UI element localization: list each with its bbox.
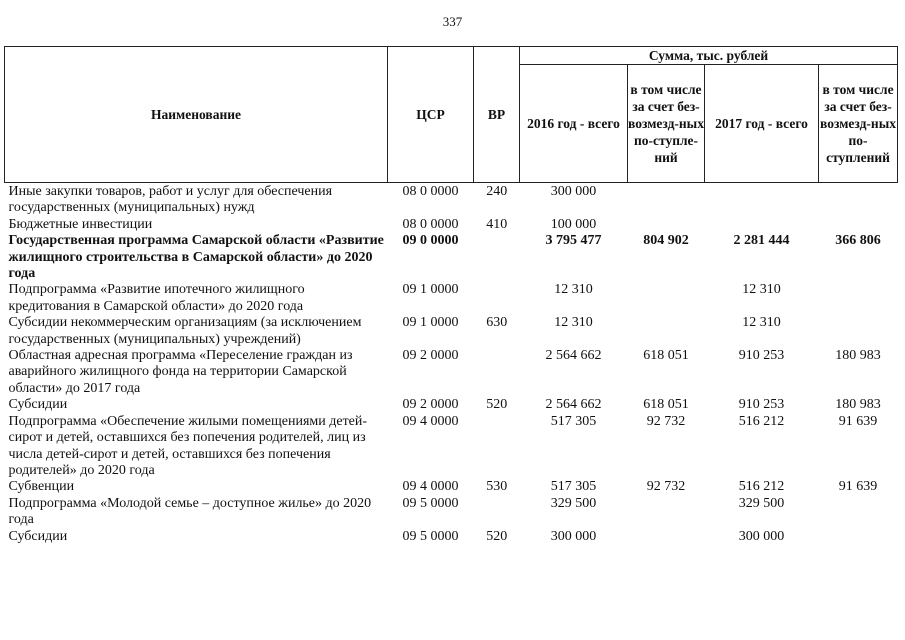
row-vr — [474, 282, 520, 315]
row-name: Подпрограмма «Молодой семье – доступное жилье» до 2020 года — [8, 495, 372, 528]
table-row — [5, 348, 898, 397]
table-row — [5, 479, 898, 495]
row-vr — [474, 233, 520, 282]
row-total-2017: 300 000 — [738, 528, 785, 544]
row-name: Государственная программа Самарской области «Развитие жилищного строительства в Самарской области» до 2020 года — [8, 233, 384, 282]
header-csr: ЦСР — [388, 47, 474, 183]
row-total-2017: 910 253 — [738, 348, 785, 364]
row-name: Субсидии — [8, 397, 68, 413]
row-name: Подпрограмма «Обеспечение жилыми помещениями детей-сирот и детей, оставшихся без попечения родителей, лиц из числа детей-сирот и детей, оставшихся без попечения родителей» до 2020 года — [8, 413, 368, 478]
row-vr: 520 — [486, 397, 508, 413]
row-csr: 09 1 0000 — [402, 282, 459, 298]
row-total-2016: 300 000 — [520, 183, 628, 217]
row-incl-2017 — [819, 282, 898, 315]
row-incl-2017: 366 806 — [835, 233, 881, 249]
row-total-2017: 12 310 — [742, 282, 781, 298]
table-row — [5, 282, 898, 315]
row-vr: 240 — [474, 183, 520, 217]
row-vr — [474, 414, 520, 480]
row-total-2016: 329 500 — [550, 495, 597, 511]
row-total-2016: 100 000 — [550, 216, 597, 232]
row-incl-2016: 92 732 — [646, 413, 686, 429]
row-incl-2016 — [628, 183, 705, 217]
header-total-2017: 2017 год - всего — [705, 65, 819, 183]
table-row — [5, 233, 898, 282]
row-incl-2016 — [628, 496, 705, 529]
row-total-2016: 517 305 — [550, 479, 597, 495]
table-body — [5, 183, 898, 545]
table-header — [5, 47, 898, 183]
table-row — [5, 496, 898, 529]
row-incl-2017 — [819, 183, 898, 217]
row-total-2016: 12 310 — [554, 282, 593, 298]
row-incl-2017: 180 983 — [835, 348, 881, 364]
row-incl-2016: 804 902 — [643, 233, 689, 249]
row-csr: 09 5 0000 — [402, 528, 459, 544]
row-csr: 09 4 0000 — [402, 479, 459, 495]
row-total-2017: 910 253 — [738, 397, 785, 413]
row-total-2017: 2 281 444 — [733, 233, 790, 249]
row-incl-2017: 180 983 — [835, 397, 881, 413]
row-total-2016: 3 795 477 — [545, 233, 602, 249]
row-name: Субсидии — [8, 528, 68, 544]
row-name: Субвенции — [8, 479, 75, 495]
row-vr: 410 — [486, 216, 508, 232]
row-csr: 09 0 0000 — [402, 233, 459, 249]
table-row — [5, 414, 898, 480]
table-row — [5, 183, 898, 217]
row-incl-2016: 92 732 — [646, 479, 686, 495]
budget-table — [4, 46, 898, 545]
row-incl-2016 — [628, 217, 705, 233]
row-csr: 09 1 0000 — [402, 315, 459, 331]
row-incl-2016: 618 051 — [643, 397, 689, 413]
row-total-2017: 12 310 — [742, 315, 781, 331]
header-name: Наименование — [5, 47, 388, 183]
row-total-2017 — [705, 183, 819, 217]
row-incl-2016 — [628, 315, 705, 348]
row-csr: 09 2 0000 — [402, 348, 459, 364]
row-name: Бюджетные инвестиции — [8, 216, 153, 232]
table-row — [5, 315, 898, 348]
row-incl-2017 — [819, 315, 898, 348]
row-total-2017: 516 212 — [738, 413, 785, 429]
table-row — [5, 217, 898, 233]
row-csr: 09 2 0000 — [402, 397, 459, 413]
row-incl-2017: 91 639 — [838, 413, 878, 429]
row-total-2016: 2 564 662 — [545, 348, 602, 364]
row-incl-2017 — [819, 529, 898, 545]
row-incl-2016: 618 051 — [643, 348, 689, 364]
row-incl-2017 — [819, 496, 898, 529]
row-name: Субсидии некоммерческим организациям (за исключением государственных (муниципальных) учреждений) — [8, 315, 362, 347]
row-csr: 09 5 0000 — [402, 495, 459, 511]
page-number: 337 — [442, 14, 463, 29]
row-incl-2017 — [819, 217, 898, 233]
header-sum-group: Сумма, тыс. рублей — [520, 47, 898, 65]
row-incl-2016 — [628, 529, 705, 545]
row-name: Иные закупки товаров, работ и услуг для обеспечения государственных (муниципальных) нужд — [5, 183, 388, 217]
row-vr: 530 — [486, 479, 508, 495]
row-csr: 08 0 0000 — [388, 183, 474, 217]
header-vr: ВР — [474, 47, 520, 183]
row-csr: 09 4 0000 — [402, 413, 459, 429]
row-name: Подпрограмма «Развитие ипотечного жилищного кредитования в Самарской области» до 2020 года — [8, 282, 305, 314]
row-incl-2017: 91 639 — [838, 479, 878, 495]
row-total-2017: 516 212 — [738, 479, 785, 495]
row-total-2017 — [705, 217, 819, 233]
row-total-2016: 517 305 — [550, 413, 597, 429]
row-vr: 630 — [486, 315, 508, 331]
row-total-2016: 12 310 — [554, 315, 593, 331]
row-name: Областная адресная программа «Переселение граждан из аварийного жилищного фонда на территории Самарской области» до 2017 года — [8, 348, 353, 396]
header-total-2016: 2016 год - всего — [520, 65, 628, 183]
row-incl-2016 — [628, 282, 705, 315]
header-incl-2016: в том числе за счет без-возмезд-ных по-ступле-ний — [628, 65, 705, 183]
row-total-2016: 2 564 662 — [545, 397, 602, 413]
row-total-2017: 329 500 — [738, 495, 785, 511]
table-row — [5, 529, 898, 545]
row-total-2016: 300 000 — [550, 528, 597, 544]
row-csr: 08 0 0000 — [402, 216, 459, 232]
row-vr — [474, 496, 520, 529]
row-vr — [474, 348, 520, 397]
row-vr: 520 — [486, 528, 508, 544]
table-row — [5, 397, 898, 413]
header-incl-2017: в том числе за счет без-возмезд-ных по-ступлений — [819, 65, 898, 183]
